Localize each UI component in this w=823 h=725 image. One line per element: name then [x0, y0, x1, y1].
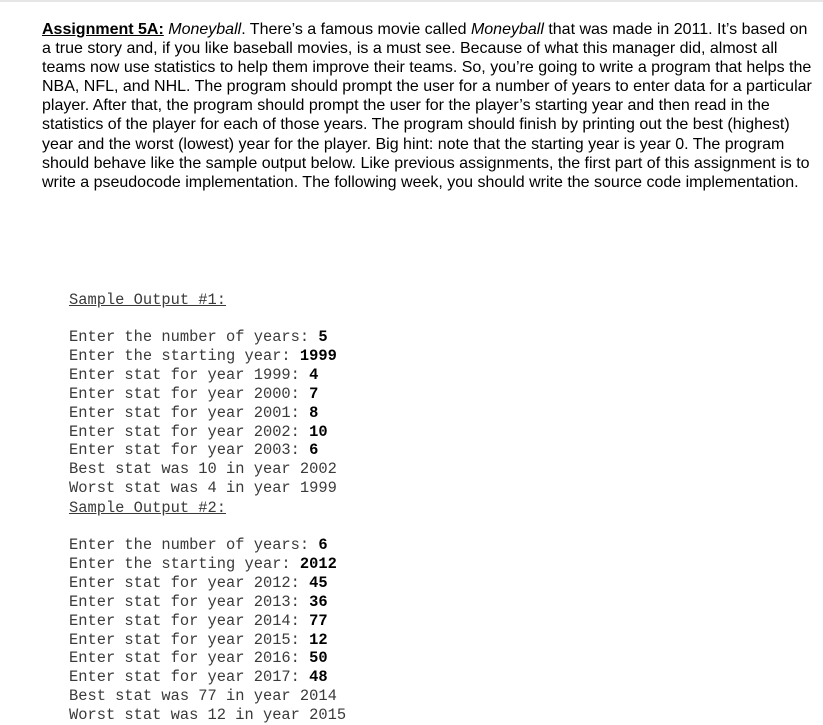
- console-line: [69, 328, 469, 347]
- console-user-input: 5: [318, 328, 328, 347]
- console-prompt: Enter stat for year 2017:: [69, 668, 310, 687]
- console-line: [69, 612, 469, 631]
- console-line: [69, 347, 469, 366]
- console-user-input: 8: [309, 403, 319, 422]
- console-line: [69, 706, 469, 725]
- console-prompt: Enter stat for year 2012:: [69, 574, 310, 593]
- console-prompt: Enter the starting year:: [69, 347, 300, 366]
- console-user-input: 48: [309, 668, 328, 687]
- console-user-input: 6: [318, 536, 328, 555]
- console-line: [69, 404, 469, 423]
- top-divider: [0, 0, 823, 2]
- console-line: [69, 441, 469, 460]
- console-prompt: Enter stat for year 2002:: [69, 422, 310, 441]
- console-line: [69, 555, 469, 574]
- console-line: [69, 687, 469, 706]
- console-prompt: Enter the starting year:: [69, 555, 300, 574]
- console-user-input: 45: [309, 574, 328, 593]
- console-prompt: Enter stat for year 2003:: [69, 441, 310, 460]
- console-prompt: Best stat was 10 in year 2002: [69, 460, 337, 479]
- console-prompt: Worst stat was 4 in year 1999: [69, 479, 337, 498]
- console-line: [69, 593, 469, 612]
- console-user-input: 7: [309, 384, 319, 403]
- console-user-input: 1999: [299, 347, 337, 366]
- sample-output-2: [69, 461, 469, 725]
- console-line: [69, 649, 469, 668]
- console-prompt: Enter the number of years:: [69, 328, 319, 347]
- console-prompt: Enter stat for year 2001:: [69, 403, 310, 422]
- assignment-movie-name: Moneyball: [168, 21, 242, 38]
- console-user-input: 6: [309, 441, 319, 460]
- console-user-input: 50: [309, 649, 328, 668]
- console-user-input: 36: [309, 592, 328, 611]
- console-prompt: Best stat was 77 in year 2014: [69, 687, 337, 706]
- console-user-input: 2012: [299, 555, 337, 574]
- assignment-text-part-1: . There’s a famous movie called: [241, 21, 471, 38]
- assignment-text-part-2: that was made in 2011. It’s based on a true story and, if you like baseball movies, is a must see. Because of what this manager did, almost all teams now use statistics to help them improve their teams. So, you’re going to write a program that helps the NBA, NFL, and NHL. The program should prompt the user for a number of years to enter data for a particular player. After that, the program should prompt the user for the player’s starting year and then read in the statistics of the player for each of those years. The program should finish by printing out the best (highest) year and the worst (lowest) year for the player. Big hint: note that the starting year is year 0. The program should behave like the sample output below. Like previous assignments, the first part of this assignment is to write a pseudocode implementation. The following week, you should write the source code implementation.: [42, 21, 812, 191]
- console-user-input: 12: [309, 630, 328, 649]
- console-prompt: Enter the number of years:: [69, 536, 319, 555]
- console-prompt: Enter stat for year 2016:: [69, 649, 310, 668]
- assignment-description: [42, 20, 812, 192]
- console-line: [69, 631, 469, 650]
- sample-output-heading: Sample Output #1:: [69, 290, 227, 309]
- console-prompt: Worst stat was 12 in year 2015: [69, 705, 347, 724]
- console-line: [69, 385, 469, 404]
- console-user-input: 77: [309, 611, 328, 630]
- sample-output-heading: Sample Output #2:: [69, 498, 227, 517]
- console-prompt: Enter stat for year 2014:: [69, 611, 310, 630]
- console-prompt: Enter stat for year 2015:: [69, 630, 310, 649]
- console-prompt: Enter stat for year 1999:: [69, 366, 310, 385]
- console-line: [69, 536, 469, 555]
- console-line: [69, 668, 469, 687]
- console-prompt: Enter stat for year 2000:: [69, 384, 310, 403]
- assignment-movie-name-inline: Moneyball: [470, 21, 544, 38]
- console-user-input: 4: [309, 366, 319, 385]
- console-line: [69, 366, 469, 385]
- console-user-input: 10: [309, 422, 328, 441]
- console-line: [69, 574, 469, 593]
- assignment-title: Assignment 5A:: [42, 21, 164, 38]
- console-prompt: Enter stat for year 2013:: [69, 592, 310, 611]
- console-line: [69, 423, 469, 442]
